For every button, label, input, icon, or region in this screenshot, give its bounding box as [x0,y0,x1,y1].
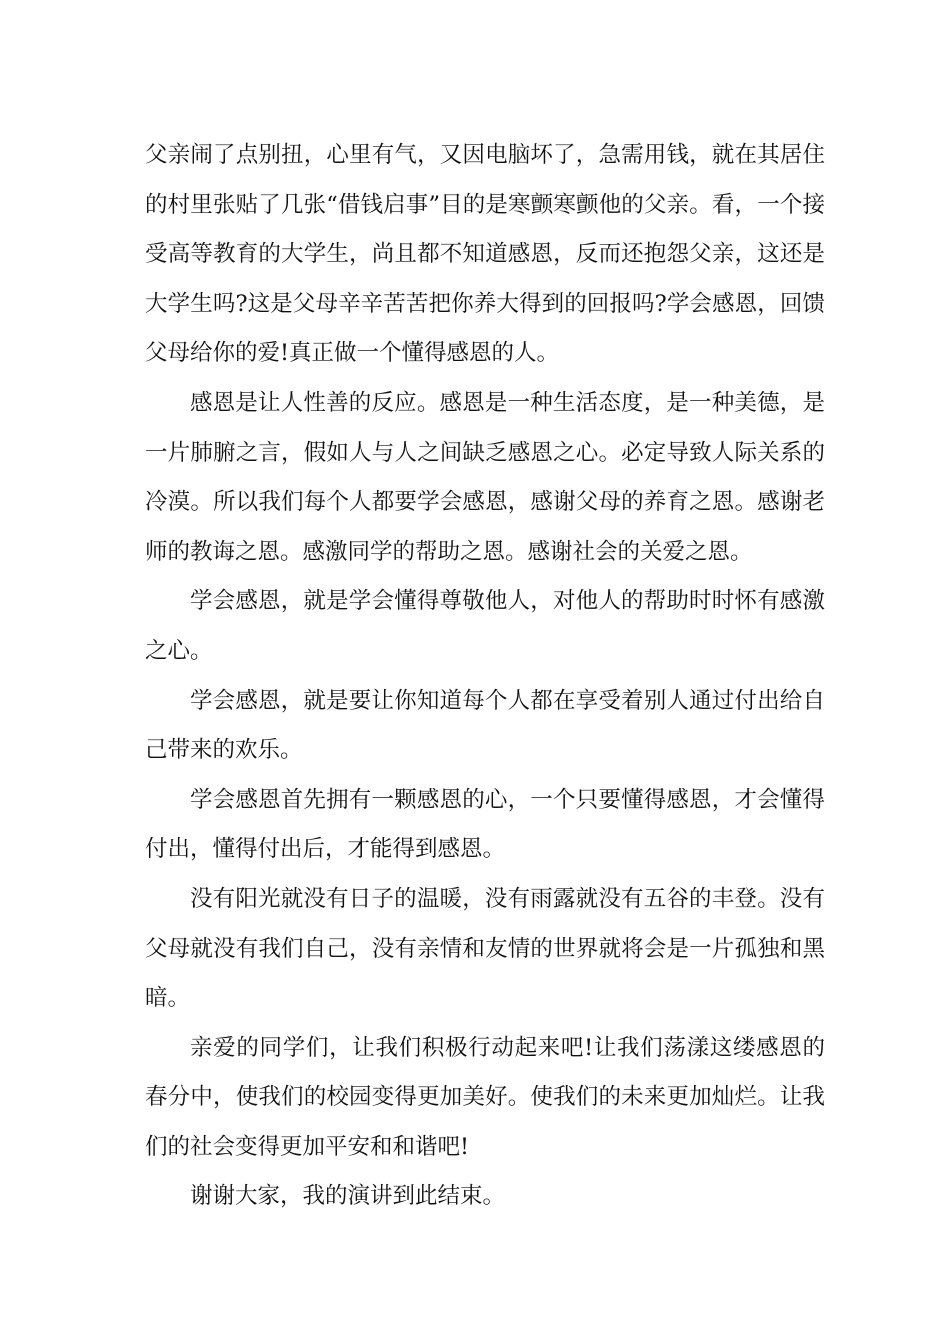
paragraph-4: 学会感恩，就是要让你知道每个人都在享受着别人通过付出给自己带来的欢乐。 [145,687,825,764]
paragraph-1: 父亲闹了点别扭，心里有气，又因电脑坏了，急需用钱，就在其居住的村里张贴了几张“借钱启事”目的是寒颤寒颤他的父亲。看，一个接受高等教育的大学生，尚且都不知道感恩，反而还抱怨父亲，这还是大学生吗?这是父母辛辛苦苦把你养大得到的回报吗?学会感恩，回馈父母给你的爱!真正做一个懂得感恩的人。 [145,142,825,367]
paragraph-7: 亲爱的同学们，让我们积极行动起来吧!让我们荡漾这缕感恩的春分中，使我们的校园变得更加美好。使我们的未来更加灿烂。让我们的社会变得更加平安和和谐吧! [145,1034,825,1160]
document-body [145,131,825,1222]
paragraph-2: 感恩是让人性善的反应。感恩是一种生活态度，是一种美德，是一片肺腑之言，假如人与人之间缺乏感恩之心。必定导致人际关系的冷漠。所以我们每个人都要学会感恩，感谢父母的养育之恩。感谢老师的教诲之恩。感激同学的帮助之恩。感谢社会的关爱之恩。 [145,389,825,565]
paragraph-6: 没有阳光就没有日子的温暖，没有雨露就没有五谷的丰登。没有父母就没有我们自己，没有亲情和友情的世界就将会是一片孤独和黑暗。 [145,885,825,1012]
paragraph-3: 学会感恩，就是学会懂得尊敬他人，对他人的帮助时时怀有感激之心。 [145,588,825,664]
paragraph-8: 谢谢大家，我的演讲到此结束。 [190,1183,506,1210]
paragraph-5: 学会感恩首先拥有一颗感恩的心，一个只要懂得感恩，才会懂得付出，懂得付出后，才能得到感恩。 [145,786,825,863]
